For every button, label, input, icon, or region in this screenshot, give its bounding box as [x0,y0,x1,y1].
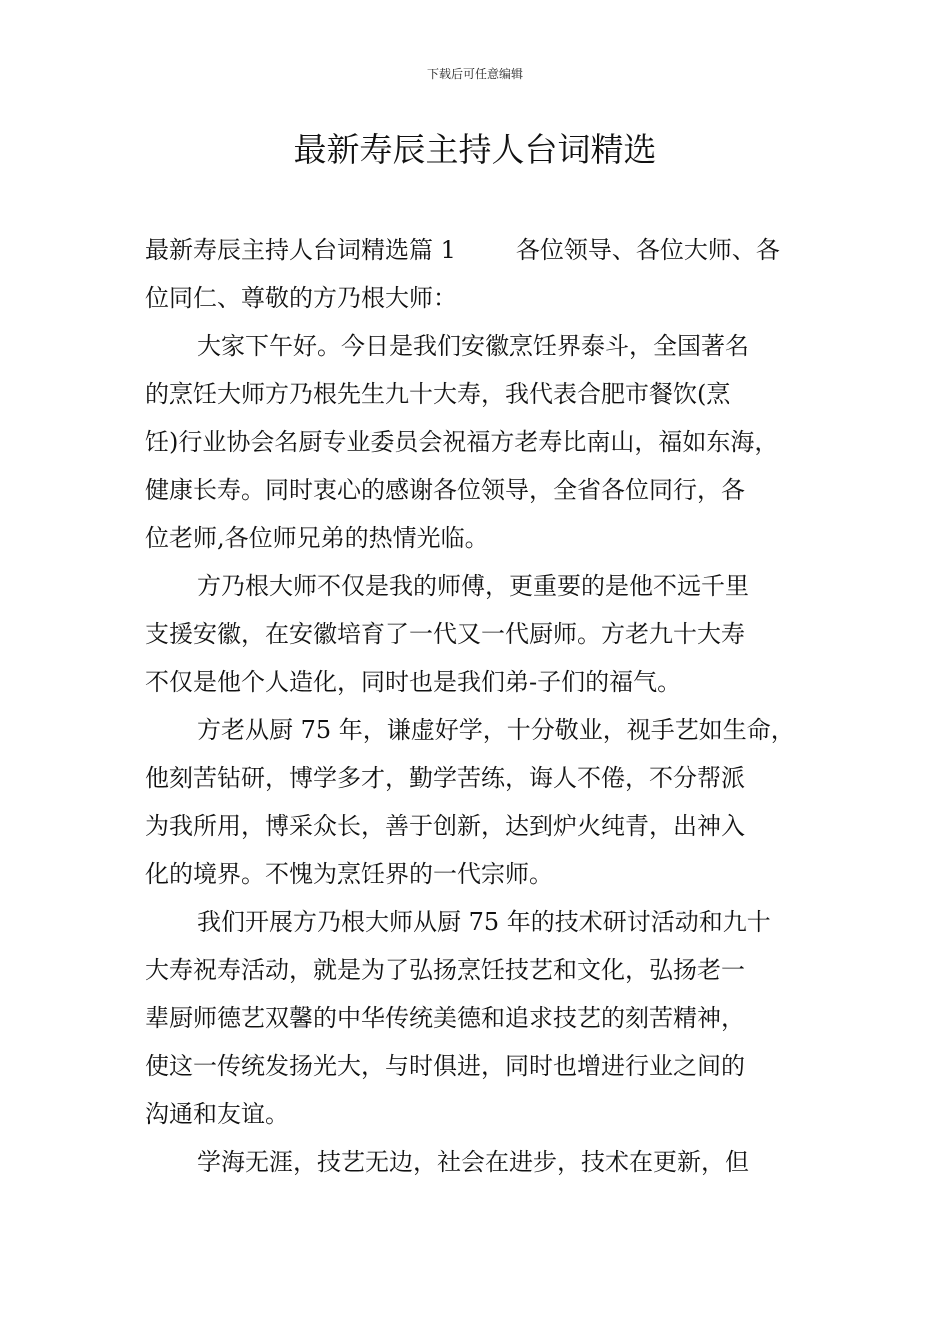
intro-paragraph [145,226,820,322]
intro-first-line [145,236,780,264]
document-body [145,226,820,1186]
body-paragraph-1: 大家下午好。今日是我们安徽烹饪界泰斗，全国著名 的烹饪大师方乃根先生九十大寿，我代表合肥市餐饮(烹 饪)行业协会名厨专业委员会祝福方老寿比南山，福如东海， 健康长寿。同时衷心的感谢各位领导，全省各位同行，各 位老师,各位师兄弟的热情光临。 [145,332,779,552]
page-header-note: 下载后可任意编辑 [426,67,523,81]
salutation-first: 各位领导、各位大师、各 [515,236,780,264]
body-paragraph-4: 我们开展方乃根大师从厨 75 年的技术研讨活动和九十 大寿祝寿活动，就是为了弘扬烹饪技艺和文化，弘扬老一 辈厨师德艺双馨的中华传统美德和追求技艺的刻苦精神， 使这一传统发扬光大，与时俱进，同时也增进行业之间的 沟通和友谊。 [145,908,771,1128]
body-paragraph-2: 方乃根大师不仅是我的师傅，更重要的是他不远千里 支援安徽，在安徽培育了一代又一代厨师。方老九十大寿 不仅是他个人造化，同时也是我们弟-子们的福气。 [145,572,749,696]
salutation-rest: 位同仁、尊敬的方乃根大师： [145,284,457,312]
document-title: 最新寿辰主持人台词精选 [293,130,657,169]
section-heading: 最新寿辰主持人台词精选篇 1 [145,236,456,264]
body-paragraph-3: 方老从厨 75 年，谦虚好学，十分敬业，视手艺如生命， 他刻苦钻研，博学多才，勤学苦练，诲人不倦，不分帮派 为我所用，博采众长，善于创新，达到炉火纯青，出神入 化的境界。不愧为烹饪界的一代宗师。 [145,716,795,888]
body-paragraph-5: 学海无涯，技艺无边，社会在进步，技术在更新，但 [197,1148,749,1176]
